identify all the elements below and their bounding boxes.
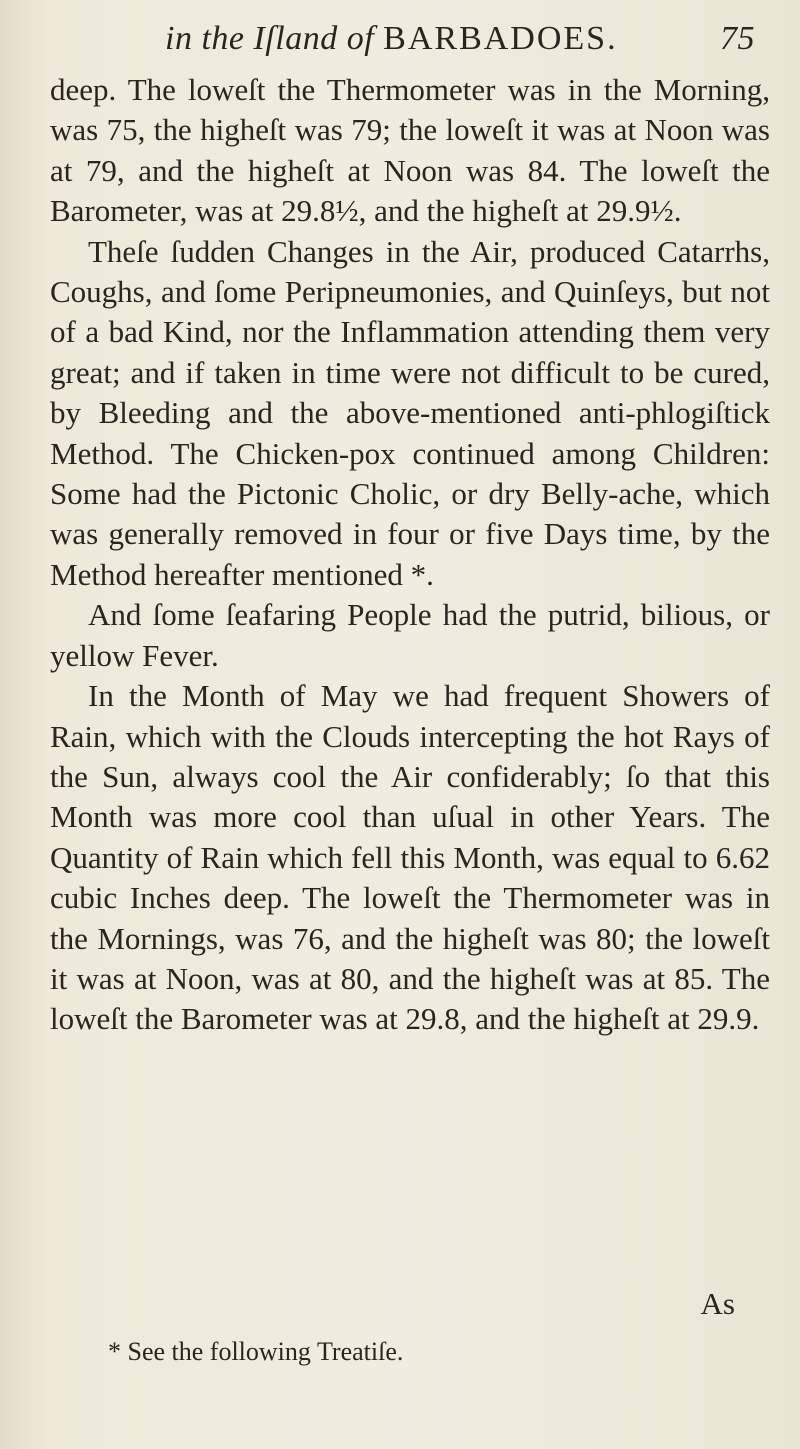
running-place: BARBADOES. xyxy=(383,20,618,57)
paragraph-1: deep. The loweſt the Thermometer was in the Morning, was 75, the higheſt was 79; the loweſt it was at Noon was at 79, and the higheſt at Noon was 84. The loweſt the Barometer, was at 29.8½, and the higheſt at 29.9½. xyxy=(50,72,770,229)
catchword: As xyxy=(700,1286,735,1321)
page-number: 75 xyxy=(720,20,755,57)
paragraph-2: Theſe ſudden Changes in the Air, produced Catarrhs, Coughs, and ſome Peripneumonies, and Quinſeys, but not of a bad Kind, nor the Inflammation attending them very great; and if taken in time were not difficult to be cured, by Bleeding and the above-mentioned anti-phlogiſtick Method. The Chicken-pox continued among Children: Some had the Pictonic Cholic, or dry Belly-ache, which was generally removed in four or five Days time, by the Method hereafter mentioned *. xyxy=(50,233,770,592)
footnote: * See the following Treatiſe. xyxy=(108,1337,404,1366)
paragraph-4: In the Month of May we had frequent Showers of Rain, which with the Clouds intercepting the hot Rays of the Sun, always cool the Air confiderably; ſo that this Month was more cool than uſual in other Years. The Quantity of Rain which fell this Month, was equal to 6.62 cubic Inches deep. The loweſt the Thermometer was in the Mornings, was 76, and the higheſt was 80; the loweſt it was at Noon, was at 80, and the higheſt was at 85. The loweſt the Barometer was at 29.8, and the higheſt at 29.9. xyxy=(50,678,770,1037)
running-header xyxy=(165,20,755,64)
running-title: in the Iſland of xyxy=(165,20,375,57)
paragraph-3: And ſome ſeafaring People had the putrid, bilious, or yellow Fever. xyxy=(50,597,770,673)
body-text xyxy=(50,70,770,1040)
